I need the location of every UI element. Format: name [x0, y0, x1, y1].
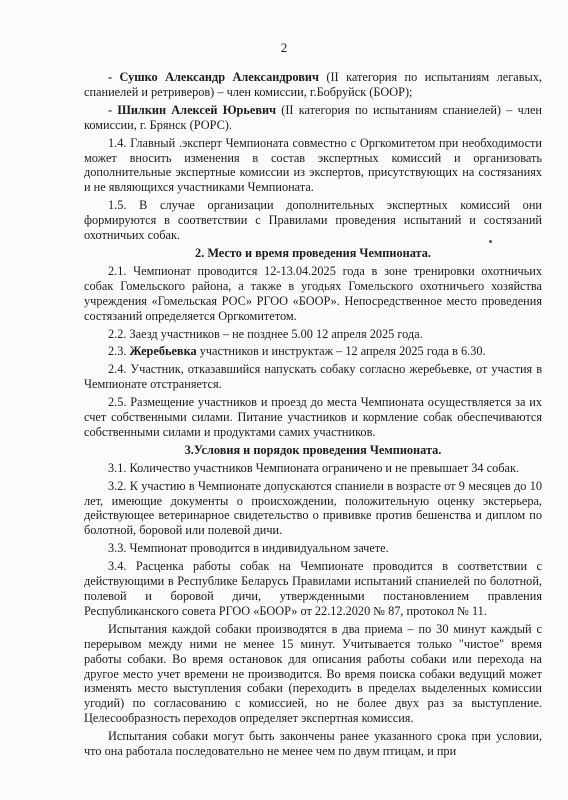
paragraph-2-2: 2.2. Заезд участников – не позднее 5.00 12 апреля 2025 года.: [108, 326, 423, 341]
member-bullet: -: [108, 70, 120, 84]
paragraph-3-2: 3.2. К участию в Чемпионате допускаются спаниели в возрасте от 9 месяцев до 10 лет, имеющие документы о происхождении, положительную оценку экстерьера, действующее ветеринарное свидетельство о прививке против бешенства и диплом по болотной, боровой или полевой дичи.: [84, 478, 542, 538]
paragraph-number: 2.3.: [108, 344, 130, 359]
paragraph-2-4: 2.4. Участник, отказавшийся напускать собаку согласно жеребьевке, от участия в Чемпионате отстраняется.: [84, 362, 542, 392]
paragraph-2-3: [84, 344, 542, 359]
member-name: Сушко Александр Александрович: [119, 70, 319, 84]
paragraph-3-3: 3.3. Чемпионат проводится в индивидуальном зачете.: [108, 541, 389, 556]
paragraph-1-4: 1.4. Главный .эксперт Чемпионата совместно с Оргкомитетом при необходимости может вносить изменения в состав экспертных комиссий и организовать дополнительные экспертные комиссии из экспертов, присутствующих на состязаниях и не являющихся участниками Чемпионата.: [84, 135, 542, 195]
document-body: [84, 70, 542, 762]
paragraph-text: участников и инструктаж – 12 апреля 2025 года в 6.30.: [196, 344, 486, 359]
draw-term: Жеребьевка: [129, 344, 197, 359]
member-details: (II категория по испытаниям легавых, спаниелей и ретриверов) – член комиссии, г.Бобруйск (БООР);: [84, 70, 542, 99]
paragraph-3-4: 3.4. Расценка работы собак на Чемпионате проводится в соответствии с действующими в Республике Беларусь Правилами испытаний спаниелей по болотной, полевой и боровой дичи, утвержденными постановлением правления Республиканского совета РГОО «БООР» от 22.12.2020 № 87, протокол № 11.: [84, 559, 542, 618]
page-number: 2: [280, 40, 288, 55]
member-details: (II категория по испытаниям спаниелей) – член комиссии, г. Брянск (РОРС).: [84, 102, 542, 132]
commission-member-1: [84, 70, 542, 100]
paragraph-trials: Испытания каждой собаки производятся в два приема – по 30 минут каждый с перерывом между ними не менее 15 минут. Учитывается только "чистое" время работы собаки. Во время остановок для описания работы собаки или перехода на другое место учет времени не производится. Во время поиска собаки ведущий может изменять место выступления собаки (переходить в пределах выделенных комиссии угодий) по согласованию с комиссией, но не более двух раз за выступление. Целесообразность переходов определяет экспертная комиссия.: [84, 621, 542, 726]
member-name: Шилкин Алексей Юрьевич: [117, 102, 276, 117]
paragraph-trials-end: Испытания собаки могут быть закончены ранее указанного срока при условии, что она работала последовательно не менее чем по двум птицам, и при: [84, 729, 542, 759]
commission-member-2: [84, 103, 542, 133]
paragraph-2-1: 2.1. Чемпионат проводится 12-13.04.2025 года в зоне тренировки охотничьих собак Гомельского района, а также в угодьях Гомельского охотничьего хозяйства учреждения «Гомельская РОС» РГОО «БООР». Непосредственное место проведения состязаний определяется Оргкомитетом.: [84, 263, 542, 323]
paragraph-2-5: 2.5. Размещение участников и проезд до места Чемпионата осуществляется за их счет собственными силами. Питание участников и кормление собак обеспечиваются собственными силами и продуктами самих участников.: [84, 395, 542, 439]
member-bullet: -: [108, 102, 118, 117]
scan-speck: [489, 240, 492, 243]
section-3-heading: 3.Условия и порядок проведения Чемпионата.: [184, 442, 442, 457]
paragraph-3-1: 3.1. Количество участников Чемпионата ограничено и не превышает 34 собак.: [108, 460, 520, 475]
paragraph-1-5: 1.5. В случае организации дополнительных экспертных комиссий они формируются в соответствии с Правилами проведения испытаний и состязаний охотничьих собак.: [84, 198, 542, 243]
section-2-heading: 2. Место и время проведения Чемпионата.: [195, 245, 431, 260]
